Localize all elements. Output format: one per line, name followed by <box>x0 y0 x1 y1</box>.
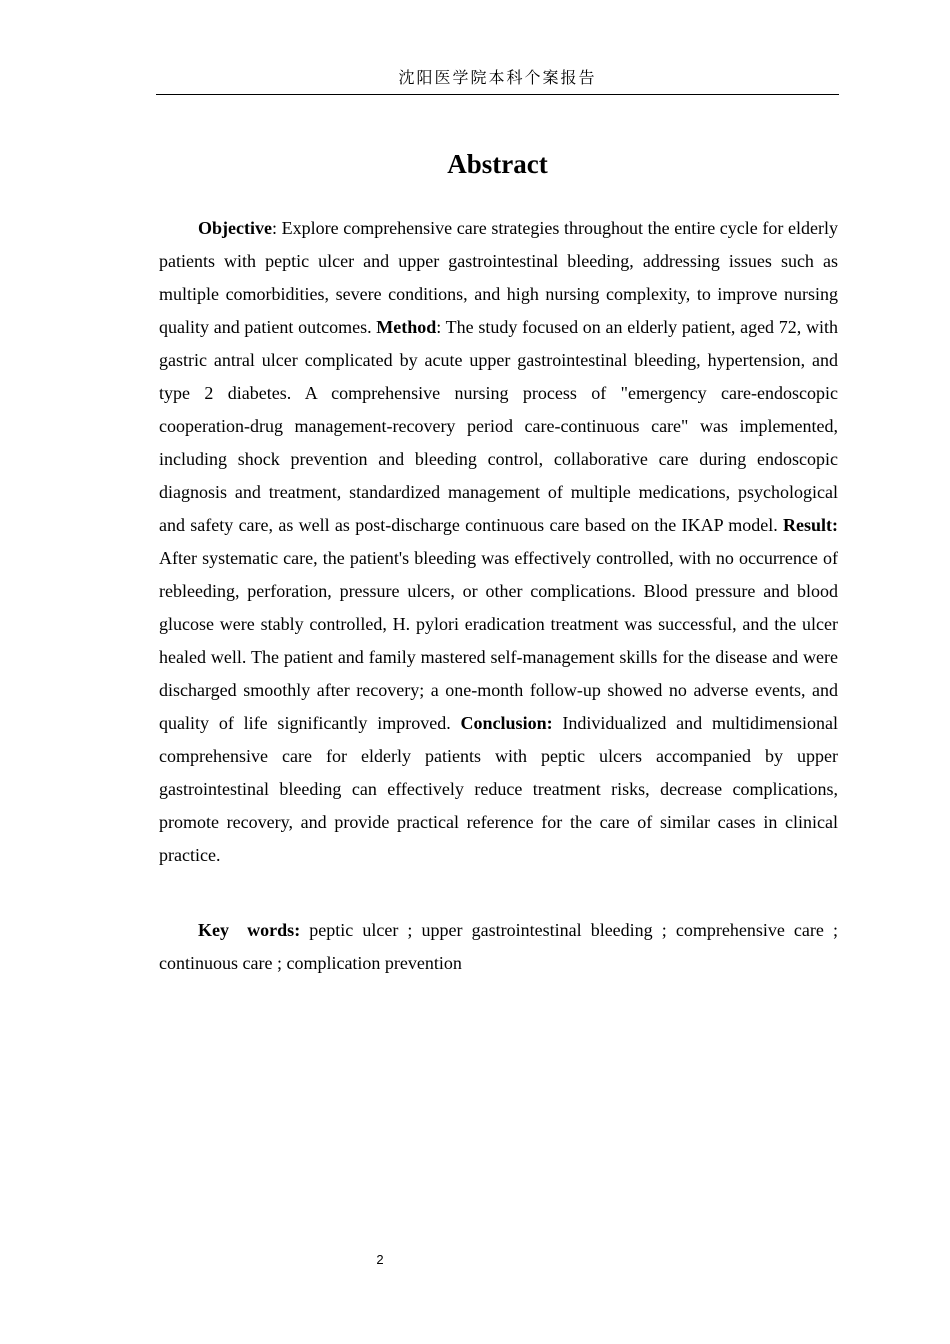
keywords-text: peptic ulcer ; upper gastrointestinal bleeding ; comprehensive care ; continuous care ; complication prevention <box>159 920 838 973</box>
method-text: : The study focused on an elderly patient, aged 72, with gastric antral ulcer complicated by acute upper gastrointestinal bleeding, hypertension, and type 2 diabetes. A comprehensive nursing process of "emergency care-endoscopic cooperation-drug management-recovery period care-continuous care" was implemented, including shock prevention and bleeding control, collaborative care during endoscopic diagnosis and treatment, standardized management of multiple medications, psychological and safety care, as well as post-discharge continuous care based on the IKAP model. <box>159 317 838 535</box>
objective-text: : Explore comprehensive care strategies throughout the entire cycle for elderly patients with peptic ulcer and upper gastrointestinal bleeding, addressing issues such as multiple comorbidities, severe conditions, and high nursing complexity, to improve nursing quality and patient outcomes. <box>159 218 838 337</box>
keywords-label: Key words: <box>198 920 301 940</box>
abstract-body <box>159 212 838 872</box>
header-title: 沈阳医学院本科个案报告 <box>398 68 597 87</box>
conclusion-label: Conclusion: <box>460 713 553 733</box>
result-label: Result: <box>783 515 838 535</box>
conclusion-text: Individualized and multidimensional comprehensive care for elderly patients with peptic ulcers accompanied by upper gastrointestinal bleeding can effectively reduce treatment risks, decrease complications, promote recovery, and provide practical reference for the care of similar cases in clinical practice. <box>159 713 838 865</box>
method-label: Method <box>376 317 437 337</box>
abstract-title: Abstract <box>447 149 548 179</box>
page-number: 2 <box>376 1252 384 1267</box>
keywords <box>159 914 838 980</box>
page-header <box>156 66 839 95</box>
result-text: After systematic care, the patient's bleeding was effectively controlled, with no occurrence of rebleeding, perforation, pressure ulcers, or other complications. Blood pressure and blood glucose were stably controlled, H. pylori eradication treatment was successful, and the ulcer healed well. The patient and family mastered self-management skills for the disease and were discharged smoothly after recovery; a one-month follow-up showed no adverse events, and quality of life significantly improved. <box>159 548 838 733</box>
objective-label: Objective <box>198 218 272 238</box>
